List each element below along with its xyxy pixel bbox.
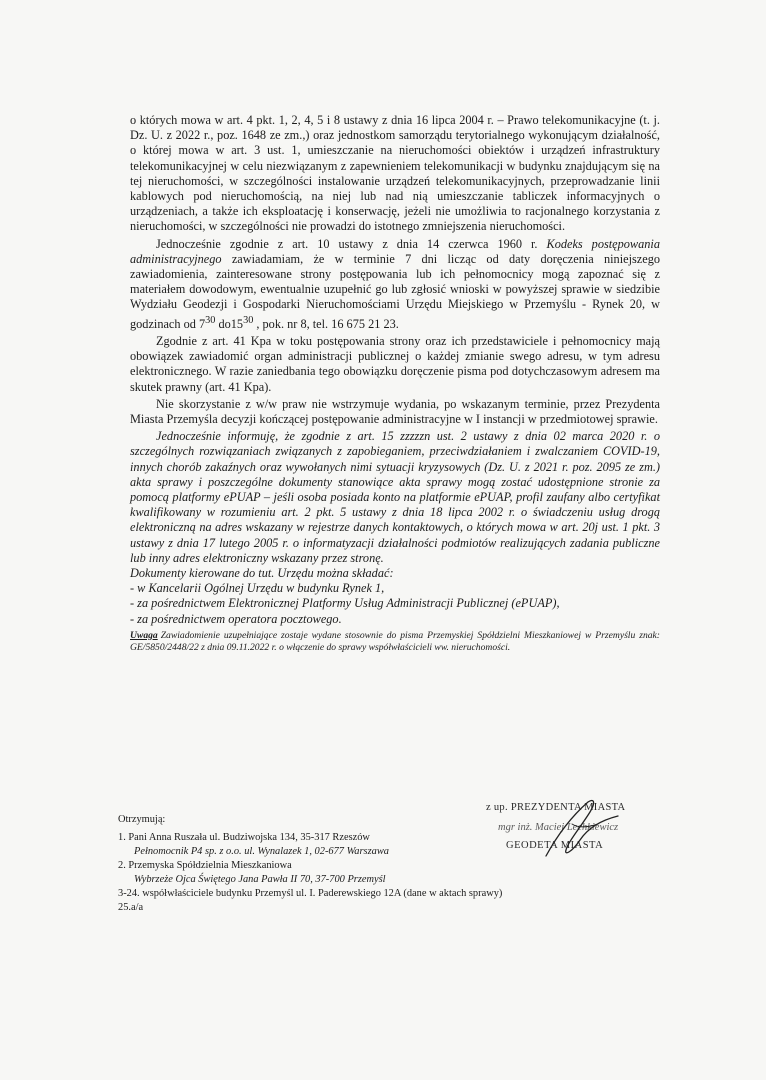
note-block <box>130 630 660 654</box>
paragraph-epuap: Jednocześnie informuję, że zgodnie z art. 15 zzzzzn ust. 2 ustawy z dnia 02 marca 2020 r. o szczególnych rozwiązaniach związanych z zapobieganiem, przeciwdziałaniem i zwalczaniem COVID-19, innych chorób zakaźnych oraz wywołanych nimi sytuacji kryzysowych (Dz. U. z 2021 r. poz. 2095 ze zm.) akta sprawy i poszczególne dokumenty stanowiące akta sprawy mogą zostać udostępnione stronie za pomocą platformy ePUAP – jeśli osoba posiada konto na platformie ePUAP, profil zaufany albo certyfikat kwalifikowany w rozumieniu art. 2 pkt. 5 ustawy z dnia 18 lipca 2002 r. o świadczeniu usług drogą elektroniczną na adres wskazany w rejestrze danych kontaktowych, o których mowa w art. 20j ust. 1 pkt. 3 ustawy z dnia 17 lutego 2005 r. o informatyzacji działalności podmiotów realizujących zadania publiczne lub inny adres elektroniczny wskazany przez stronę. <box>130 429 660 565</box>
para2-text-a: Jednocześnie zgodnie z art. 10 ustawy z dnia 14 czerwca 1960 r. <box>156 236 547 251</box>
recipients-list <box>118 813 588 915</box>
paragraph-telecom: o których mowa w art. 4 pkt. 1, 2, 4, 5 i 8 ustawy z dnia 16 lipca 2004 r. – Prawo telekomunikacyjne (t. j. Dz. U. z 2022 r., poz. 1648 ze zm.,) oraz jednostkom samorządu terytorialnego wykonującym działalność, o której mowa w art. 3 ust. 1, umieszczanie na nieruchomości obiektów i urządzeń infrastruktury telekomunikacyjnej w celu niezwiązanym z zapewnieniem telekomunikacji w budynku znajdującym się na tej nieruchomości, w szczególności instalowanie urządzeń telekomunikacyjnych, przeprowadzanie linii kablowych pod nieruchomością, na niej lub nad nią umieszczanie tabliczek informacyjnych o urządzeniach, a także ich eksploatację i konserwację, jeżeli nie umożliwia to racjonalnego korzystania z nieruchomości, w szczególności nie prowadzi do istotnego zmniejszenia nieruchomości. <box>130 113 660 234</box>
para2-code-title: Kodeks postępowania administracyjnego <box>130 236 660 266</box>
paragraph-address-change: Zgodnie z art. 41 Kpa w toku postępowania strony oraz ich przedstawiciele i pełnomocnicy mają obowiązek zawiadomić organ administracji publicznej o każdej zmianie swego adresu, w tym adresu elektronicznego. W razie zaniedbania tego obowiązku doręczenie pisma pod dotychczasowym adresem ma skutek prawny (art. 41 Kpa). <box>130 333 660 394</box>
recipient-item: 2. Przemyska Spółdzielnia Mieszkaniowa <box>118 860 292 871</box>
documents-item: - za pośrednictwem operatora pocztowego. <box>130 611 342 626</box>
para2-text-c: zawiadamiam, że w terminie 7 dni licząc od daty doręczenia niniejszego zawiadomienia, zainteresowane strony postępowania lub ich pełnomocnicy mogą zapoznać się z materiałem dowodowym, ewentualnie uzupełnić go lub zgłosić wnioski w powyższej sprawie w siedzibie Wydziału Geodezji i Gospodarki Nieruchomościami Urzędu Miejskiego w Przemyślu - Rynek 20, w godzinach od 7 <box>130 251 660 331</box>
recipient-item: 25.a/a <box>118 902 144 913</box>
stamp-line-3: GEODETA MIASTA <box>506 840 604 851</box>
note-label: Uwaga <box>130 629 158 641</box>
documents-submission-list <box>130 566 660 627</box>
documents-item: - za pośrednictwem Elektronicznej Platformy Usług Administracji Publicznej (ePUAP), <box>130 596 560 611</box>
stamp-signer-name: mgr inż. Maciej Lechkiewicz <box>498 822 619 833</box>
note-text: Zawiadomienie uzupełniające zostaje wydane stosownie do pisma Przemyskiej Spółdzielni Mieszkaniowej w Przemyślu znak: GE/5850/2448/22 z dnia 09.11.2022 r. o włączenie do sprawy współwłaścicieli ww. nieruchomości. <box>130 629 660 653</box>
para2-sup-2: 30 <box>243 314 254 326</box>
documents-item: - w Kancelarii Ogólnej Urzędu w budynku Rynek 1, <box>130 581 385 596</box>
para2-sup-1: 30 <box>205 314 216 326</box>
stamp-line-1: z up. PREZYDENTA MIASTA <box>486 802 626 813</box>
recipient-subline: Wybrzeże Ojca Świętego Jana Pawła II 70, 37-700 Przemyśl <box>134 874 386 885</box>
paragraph-notice-kpa <box>130 237 660 332</box>
recipient-item: 3-24. współwłaściciele budynku Przemyśl ul. I. Paderewskiego 12A (dane w aktach sprawy) <box>118 888 503 899</box>
documents-heading: Dokumenty kierowane do tut. Urzędu można składać: <box>130 565 394 580</box>
recipient-item: 1. Pani Anna Ruszała ul. Budziwojska 134, 35-317 Rzeszów <box>118 832 370 843</box>
recipients-label: Otrzymują: <box>118 814 166 825</box>
letter-body <box>130 113 660 654</box>
para2-text-d: do15 <box>215 316 244 331</box>
para2-text-e: , pok. nr 8, tel. 16 675 21 23. <box>253 316 399 331</box>
recipient-subline: Pełnomocnik P4 sp. z o.o. ul. Wynalazek 1, 02-677 Warszawa <box>134 846 389 857</box>
paragraph-decision: Nie skorzystanie z w/w praw nie wstrzymuje wydania, po wskazanym terminie, przez Prezydenta Miasta Przemyśla decyzji kończącej postępowanie administracyjne w I instancji w przedmiotowej sprawie. <box>130 396 660 426</box>
